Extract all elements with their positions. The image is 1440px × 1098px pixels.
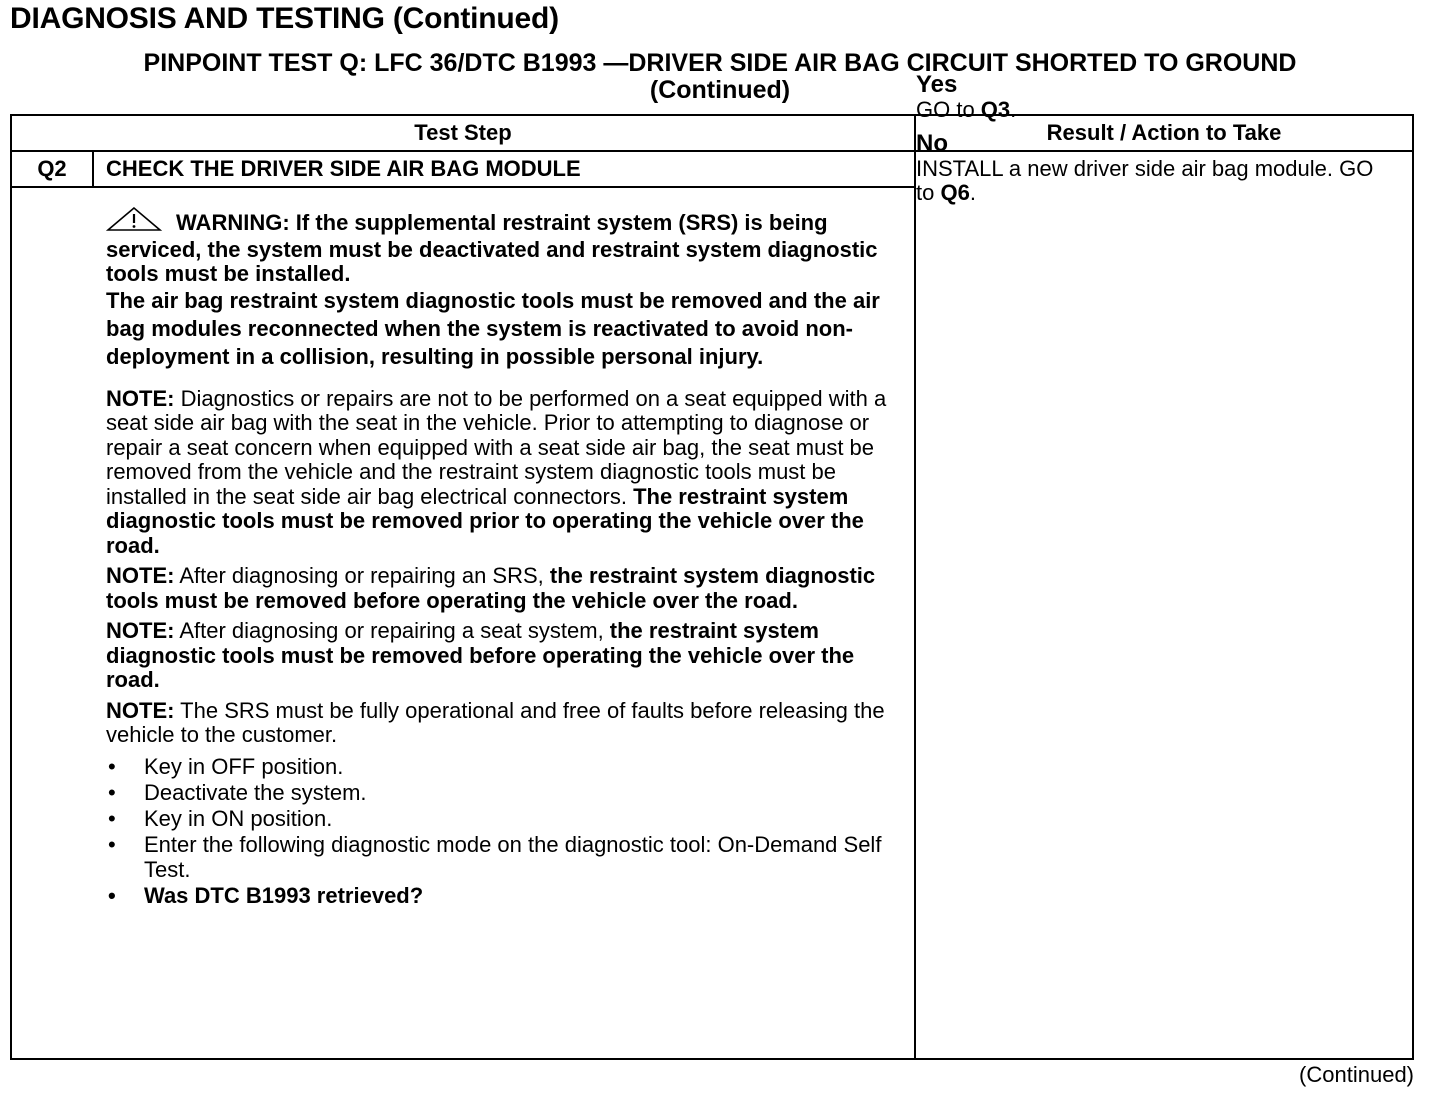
action-suffix: . [1010,97,1017,122]
result-yes-action [916,98,1386,123]
note-label: NOTE: [106,385,175,411]
note-text: Diagnostics or repairs are not to be performed on a seat equipped with a seat side air bag with the seat in the vehicle. Prior to attempting to diagnose or repair a seat concern when equipped with a seat side air bag, the seat must be removed from the vehicle and the restraint system diagnostic tools must be installed in the seat side air bag electrical connectors. [106,385,887,509]
note-1 [106,387,896,559]
list-item: • Key in ON position. [106,806,896,831]
warning-text: WARNING: If the supplemental restraint system (SRS) is being serviced, the system must be deactivated and restraint system diagnostic tools must be installed. [106,210,878,286]
note-label: NOTE: [106,618,175,643]
list-item: • Deactivate the system. [106,780,896,805]
pinpoint-test-table [10,114,1414,1060]
action-suffix: . [969,180,976,205]
column-header-result: Result / Action to Take [1046,120,1282,145]
warning-block [106,206,896,287]
note-text: The SRS must be fully operational and free of faults before releasing the vehicle to the customer. [106,697,885,747]
note-text: After diagnosing or repairing a seat system, [174,618,610,643]
goto-step-link: Q6 [940,180,970,205]
note-3 [106,619,896,693]
step-id: Q2 [12,152,94,186]
note-bold-text: the restraint system diagnostic tools must be removed before operating the vehicle over the road. [106,563,876,613]
note-bold-text: the restraint system diagnostic tools must be removed before operating the vehicle over the road. [106,618,855,692]
action-text: GO to [916,97,981,122]
note-2 [106,564,896,613]
step-heading: CHECK THE DRIVER SIDE AIR BAG MODULE [106,156,581,181]
list-item-question: • Was DTC B1993 retrieved? [106,883,896,908]
result-yes-label: Yes [916,71,958,98]
result-no-action [916,157,1386,206]
warning-subtext: The air bag restraint system diagnostic tools must be removed and the air bag modules reconnected when the system is reactivated to avoid non-deployment in a collision, resulting in possible personal injury. [106,287,880,369]
list-item: • Enter the following diagnostic mode on the diagnostic tool: On-Demand Self Test. [106,832,896,882]
test-title-line-2: (Continued) [649,76,791,104]
note-4 [106,699,896,748]
note-label: NOTE: [106,563,175,588]
list-item: • Key in OFF position. [106,754,896,779]
action-text: INSTALL a new driver side air bag module. GO to [916,155,1374,205]
note-text: After diagnosing or repairing an SRS, [174,563,550,588]
procedure-list [106,754,896,908]
test-title-line-1: PINPOINT TEST Q: LFC 36/DTC B1993 —DRIVER SIDE AIR BAG CIRCUIT SHORTED TO GROUND [143,49,1297,77]
result-no-label: No [916,129,948,157]
column-divider [914,116,916,1058]
warning-triangle-icon [106,206,172,238]
page-title: DIAGNOSIS AND TESTING (Continued) [10,2,559,35]
continued-footer: (Continued) [1299,1062,1414,1087]
step-heading-divider [12,186,914,188]
step-body [106,206,896,909]
note-bold-text: The restraint system diagnostic tools must be removed prior to operating the vehicle over the road. [106,483,864,558]
note-label: NOTE: [106,697,175,723]
result-column [916,72,1386,214]
column-header-test-step: Test Step [414,120,512,145]
goto-step-link: Q3 [980,97,1011,122]
